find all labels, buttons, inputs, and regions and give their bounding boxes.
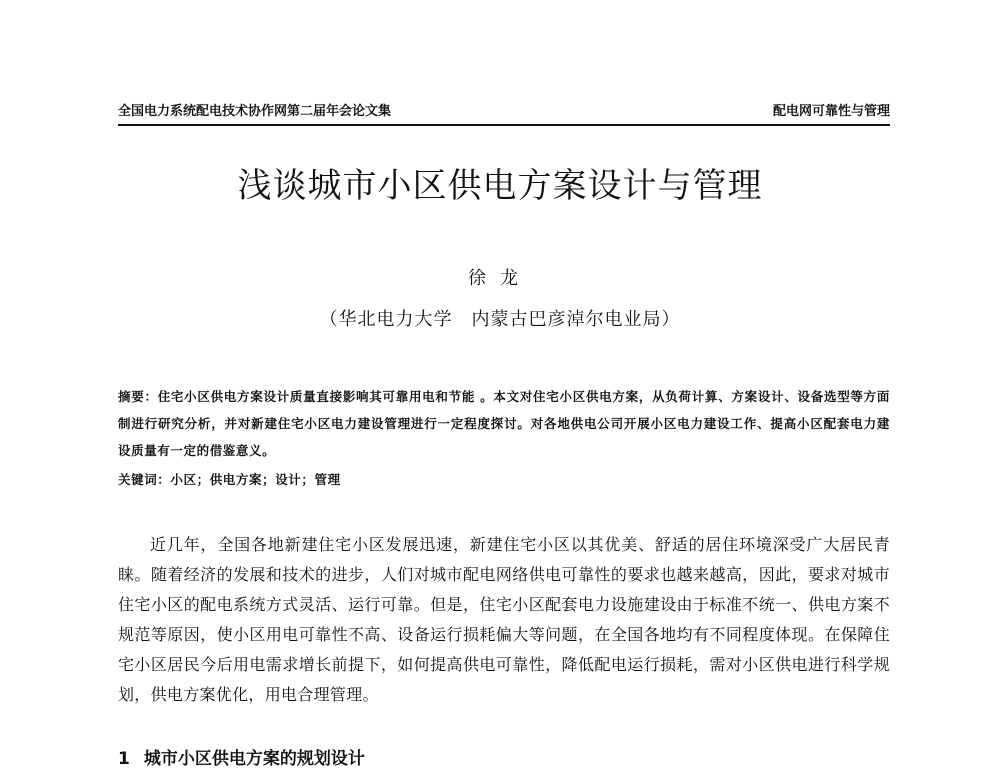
body-paragraph: 近几年，全国各地新建住宅小区发展迅速，新建住宅小区以其优美、舒适的居住环境深受广大居民青睐。随着经济的发展和技术的进步，人们对城市配电网络供电可靠性的要求也越来越高，因此，要求对城市住宅小区的配电系统方式灵活、运行可靠。但是，住宅小区配套电力设施建设由于标准不统一、供电方案不规范等原因，使小区用电可靠性不高、设备运行损耗偏大等问题，在全国各地均有不同程度体现。在保障住宅小区居民今后用电需求增长前提下，如何提高供电可靠性，降低配电运行损耗，需对小区供电进行科学规划，供电方案优化，用电合理管理。 — [118, 535, 890, 704]
section-number: 1 — [118, 749, 130, 769]
running-header — [118, 100, 890, 119]
keywords — [118, 470, 890, 488]
header-proceedings-title: 全国电力系统配电技术协作网第二届年会论文集 — [118, 104, 392, 119]
abstract — [118, 383, 890, 464]
paper-affiliation: （华北电力大学 内蒙古巴彦淖尔电业局） — [319, 309, 681, 330]
section-heading — [118, 744, 365, 769]
abstract-label: 摘要： — [118, 389, 158, 404]
keywords-label: 关键词： — [118, 472, 171, 487]
paper-author: 徐龙 — [468, 268, 532, 289]
header-section-name: 配电网可靠性与管理 — [772, 104, 890, 119]
paper-title: 浅谈城市小区供电方案设计与管理 — [237, 166, 763, 206]
header-rule — [118, 124, 890, 126]
section-title: 城市小区供电方案的规划设计 — [143, 749, 365, 769]
keywords-text: 小区；供电方案；设计；管理 — [170, 472, 341, 487]
abstract-text: 住宅小区供电方案设计质量直接影响其可靠用电和节能 。本文对住宅小区供电方案，从负荷计算、方案设计、设备选型等方面制进行研究分析，并对新建住宅小区电力建设管理进行一定程度探讨。对各地供电公司开展小区电力建设工作、提高小区配套电力建设质量有一定的借鉴意义。 — [118, 389, 890, 458]
